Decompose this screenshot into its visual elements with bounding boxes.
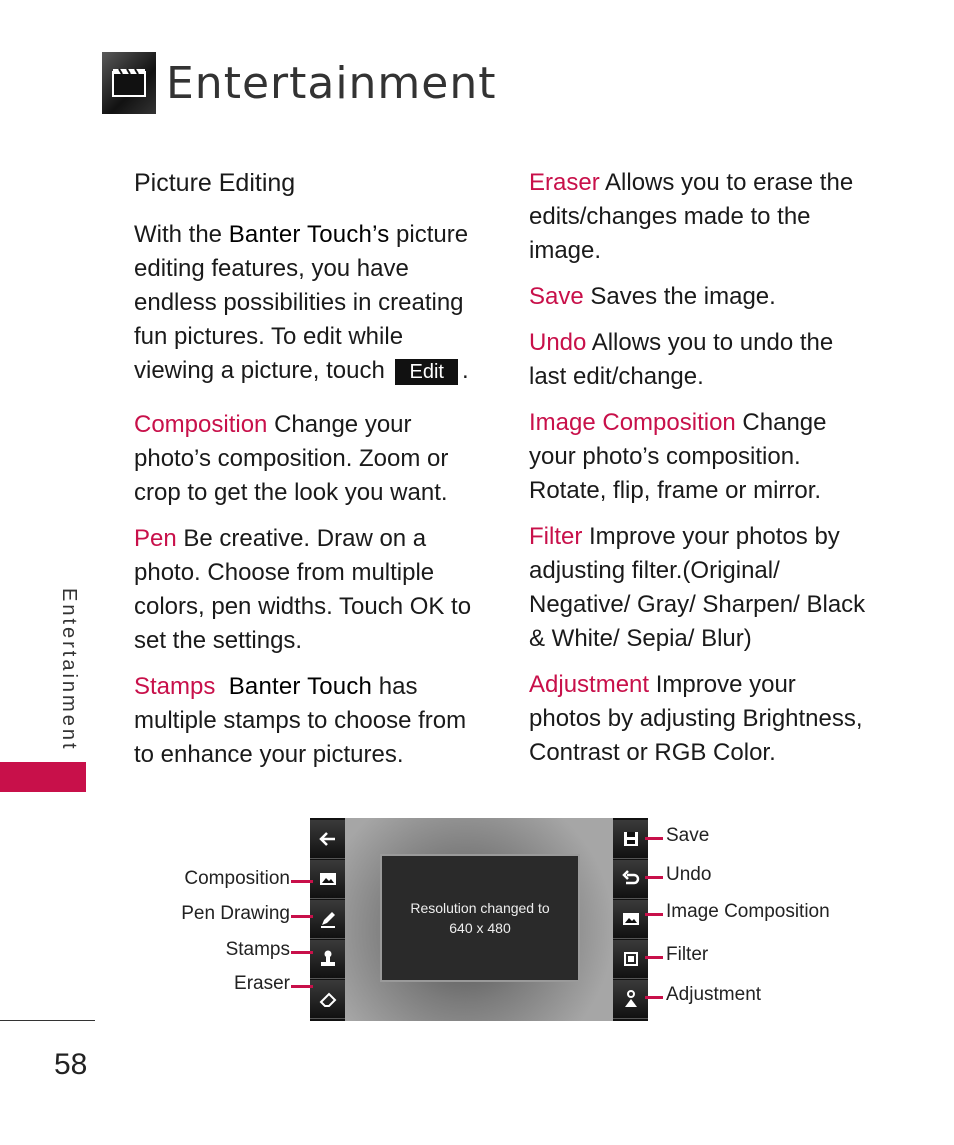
- leader-line: [645, 876, 663, 879]
- intro-end: .: [461, 357, 469, 384]
- stamps-paragraph: [134, 670, 479, 772]
- composition-text: Change your photo’s composition. Zoom or crop to get the look you want.: [134, 411, 449, 506]
- leader-line: [645, 837, 663, 840]
- resolution-dialog: [380, 854, 580, 982]
- callout-undo: Undo: [666, 864, 712, 885]
- back-arrow-icon[interactable]: [310, 820, 345, 859]
- composition-icon[interactable]: [310, 860, 345, 899]
- adjustment-icon[interactable]: [613, 980, 648, 1019]
- filter-term: Filter: [529, 523, 583, 550]
- save-text: Saves the image.: [583, 283, 776, 310]
- page-number: 58: [54, 1048, 88, 1081]
- pen-icon[interactable]: [310, 900, 345, 939]
- left-column: [134, 166, 479, 784]
- filter-text: Improve your photos by adjusting filter.(Original/ Negative/ Gray/ Sharpen/ Black & White/ Sepia/ Blur): [529, 523, 866, 652]
- leader-line: [291, 951, 313, 954]
- callout-image-composition: Image Composition: [666, 901, 830, 922]
- pen-text: Be creative. Draw on a photo. Choose from multiple colors, pen widths. Touch OK to set the settings.: [134, 525, 472, 654]
- film-clapper-icon: [102, 52, 156, 114]
- stamps-brand: Banter Touch: [228, 673, 373, 700]
- composition-term: Composition: [134, 411, 268, 438]
- eraser-text: Allows you to erase the edits/changes made to the image.: [529, 169, 854, 264]
- brand-name: Banter Touch’s: [228, 221, 390, 248]
- save-paragraph: [529, 280, 874, 314]
- leader-line: [291, 880, 313, 883]
- adjustment-term: Adjustment: [529, 671, 650, 698]
- leader-line: [291, 985, 313, 988]
- adjustment-paragraph: [529, 668, 874, 770]
- filter-icon[interactable]: [613, 940, 648, 979]
- callout-filter: Filter: [666, 944, 709, 965]
- dialog-line-2: 640 x 480: [449, 920, 511, 936]
- leader-line: [645, 996, 663, 999]
- eraser-icon[interactable]: [310, 980, 345, 1019]
- footer-rule: [0, 1020, 95, 1021]
- save-icon[interactable]: [613, 820, 648, 859]
- right-toolbar: [613, 818, 648, 1021]
- save-term: Save: [529, 283, 584, 310]
- intro-text-1: With the: [134, 221, 229, 248]
- stamp-icon[interactable]: [310, 940, 345, 979]
- leader-line: [291, 915, 313, 918]
- side-section-label: Entertainment: [58, 588, 80, 752]
- filter-paragraph: [529, 520, 874, 656]
- left-toolbar: [310, 818, 345, 1021]
- pen-term: Pen: [134, 525, 177, 552]
- undo-paragraph: [529, 326, 874, 394]
- image-composition-paragraph: [529, 406, 874, 508]
- side-tab-marker: [0, 762, 86, 792]
- right-column: [529, 166, 874, 782]
- section-title: Picture Editing: [134, 169, 296, 197]
- image-composition-icon[interactable]: [613, 900, 648, 939]
- callout-eraser: Eraser: [234, 973, 290, 994]
- edit-button[interactable]: Edit: [395, 359, 457, 385]
- stamps-text: has multiple stamps to choose from to enhance your pictures.: [134, 673, 467, 768]
- callout-save: Save: [666, 825, 710, 846]
- eraser-term: Eraser: [529, 169, 600, 196]
- page-title: Entertainment: [166, 58, 497, 109]
- adjustment-text: Improve your photos by adjusting Brightness, Contrast or RGB Color.: [529, 671, 863, 766]
- intro-text-2: picture editing features, you have endless possibilities in creating fun pictures. To edit while viewing a picture, touch: [134, 221, 469, 384]
- pen-paragraph: [134, 522, 479, 658]
- image-composition-term: Image Composition: [529, 409, 736, 436]
- stamps-term: Stamps: [134, 673, 216, 700]
- undo-term: Undo: [529, 329, 587, 356]
- callout-stamps: Stamps: [225, 939, 290, 960]
- undo-icon[interactable]: [613, 860, 648, 899]
- image-composition-text: Change your photo’s composition. Rotate, flip, frame or mirror.: [529, 409, 827, 504]
- intro-paragraph: [134, 218, 479, 388]
- leader-line: [645, 913, 663, 916]
- callout-composition: Composition: [184, 868, 290, 889]
- callout-adjustment: Adjustment: [666, 984, 762, 1005]
- eraser-paragraph: [529, 166, 874, 268]
- undo-text: Allows you to undo the last edit/change.: [529, 329, 834, 390]
- leader-line: [645, 956, 663, 959]
- composition-paragraph: [134, 408, 479, 510]
- dialog-line-1: Resolution changed to: [410, 900, 550, 916]
- callout-pen-drawing: Pen Drawing: [181, 903, 290, 924]
